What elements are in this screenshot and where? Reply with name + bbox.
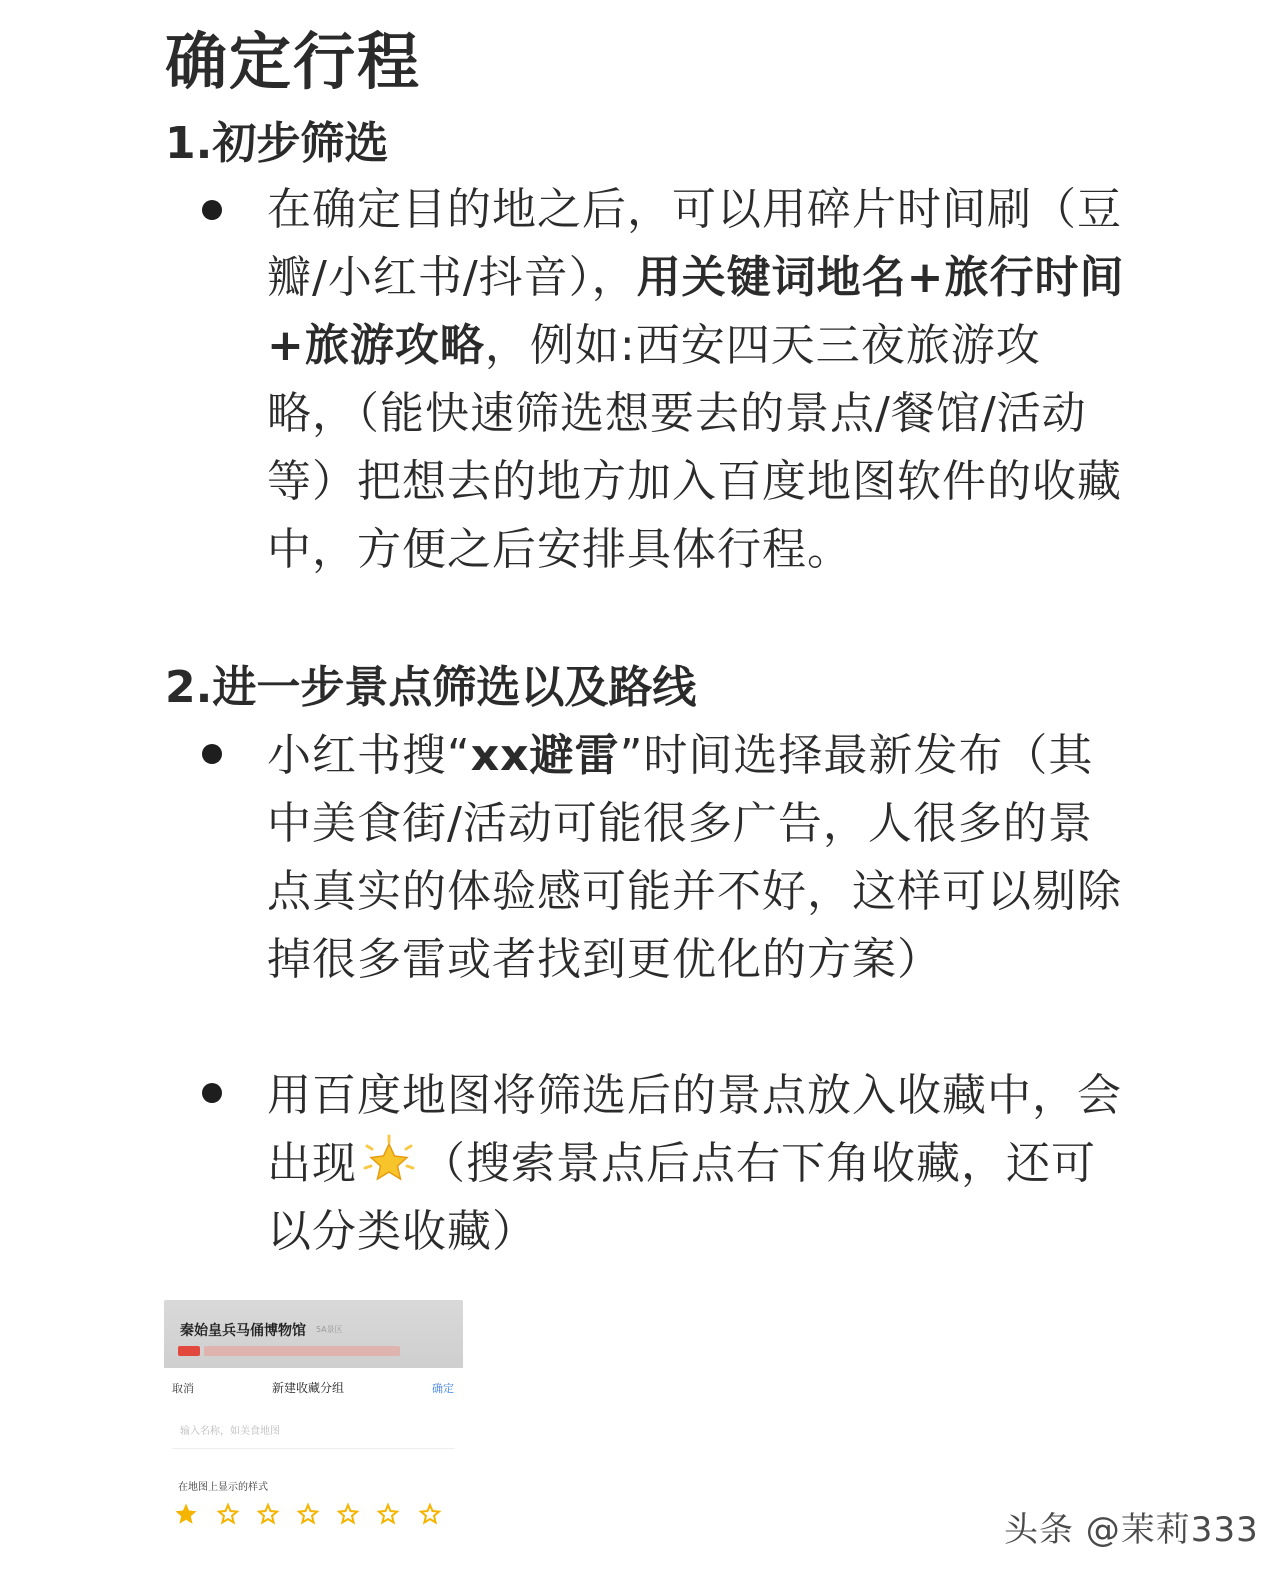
- bullet-text-filter-tips: [267, 176, 1127, 584]
- star-filled-icon[interactable]: [174, 1502, 198, 1526]
- place-rating: 5A景区: [316, 1325, 343, 1334]
- confirm-button[interactable]: 确定: [432, 1382, 454, 1395]
- page-title: 确定行程: [165, 25, 422, 98]
- sheet-title: 新建收藏分组: [272, 1381, 345, 1395]
- place-name: 秦始皇兵马俑博物馆: [180, 1323, 306, 1339]
- group-name-input[interactable]: [172, 1408, 455, 1449]
- embedded-screenshot: [164, 1300, 463, 1548]
- star-outline-icon[interactable]: [256, 1502, 280, 1526]
- place-card: [164, 1300, 463, 1368]
- bullet-dot: [202, 1083, 222, 1103]
- place-tagline: [204, 1346, 400, 1356]
- text-run: 小红书搜“: [267, 730, 471, 781]
- bullet-dot: [202, 200, 222, 220]
- text-run: 在确定目的地之后，可以用碎片时间刷（豆瓣/小红书/抖音），: [267, 184, 1122, 303]
- input-placeholder: 输入名称，如美食地图: [180, 1426, 280, 1437]
- watermark: 头条 @茉莉333: [1004, 1510, 1259, 1550]
- style-label: 在地图上显示的样式: [178, 1482, 268, 1493]
- star-outline-icon[interactable]: [418, 1502, 442, 1526]
- star-outline-icon[interactable]: [216, 1502, 240, 1526]
- text-run: 用百度地图将筛选后的景点放入收藏中，会出现: [267, 1070, 1122, 1189]
- star-outline-icon[interactable]: [336, 1502, 360, 1526]
- glowing-star-icon: [361, 1134, 417, 1186]
- bold-keywords: 用关键词地名+旅行时间+旅游攻略: [267, 252, 1125, 371]
- star-outline-icon[interactable]: [296, 1502, 320, 1526]
- text-run: ，例如:西安四天三夜旅游攻略，（能快速筛选想要去的景点/餐馆/活动等）把想去的地方加入百度地图软件的收藏中，方便之后安排具体行程。: [267, 320, 1122, 575]
- bold-keywords: xx避雷: [470, 730, 620, 781]
- bullet-text-avoid-tips: [267, 722, 1127, 994]
- section-heading-1: 1.初步筛选: [165, 118, 389, 169]
- bullet-text-map-favorite: [267, 1062, 1127, 1266]
- star-outline-icon[interactable]: [376, 1502, 400, 1526]
- cancel-button[interactable]: 取消: [172, 1382, 194, 1395]
- text-run: （搜索景点后点右下角收藏，还可以分类收藏）: [267, 1138, 1096, 1257]
- place-tag: [178, 1346, 200, 1356]
- section-heading-2: 2.进一步景点筛选以及路线: [165, 662, 697, 713]
- bullet-dot: [202, 744, 222, 764]
- text-run: ”时间选择最新发布（其中美食街/活动可能很多广告，人很多的景点真实的体验感可能并不好，这样可以剔除掉很多雷或者找到更优化的方案）: [267, 730, 1122, 985]
- new-group-sheet: [164, 1368, 463, 1548]
- marker-style-row: [174, 1502, 454, 1528]
